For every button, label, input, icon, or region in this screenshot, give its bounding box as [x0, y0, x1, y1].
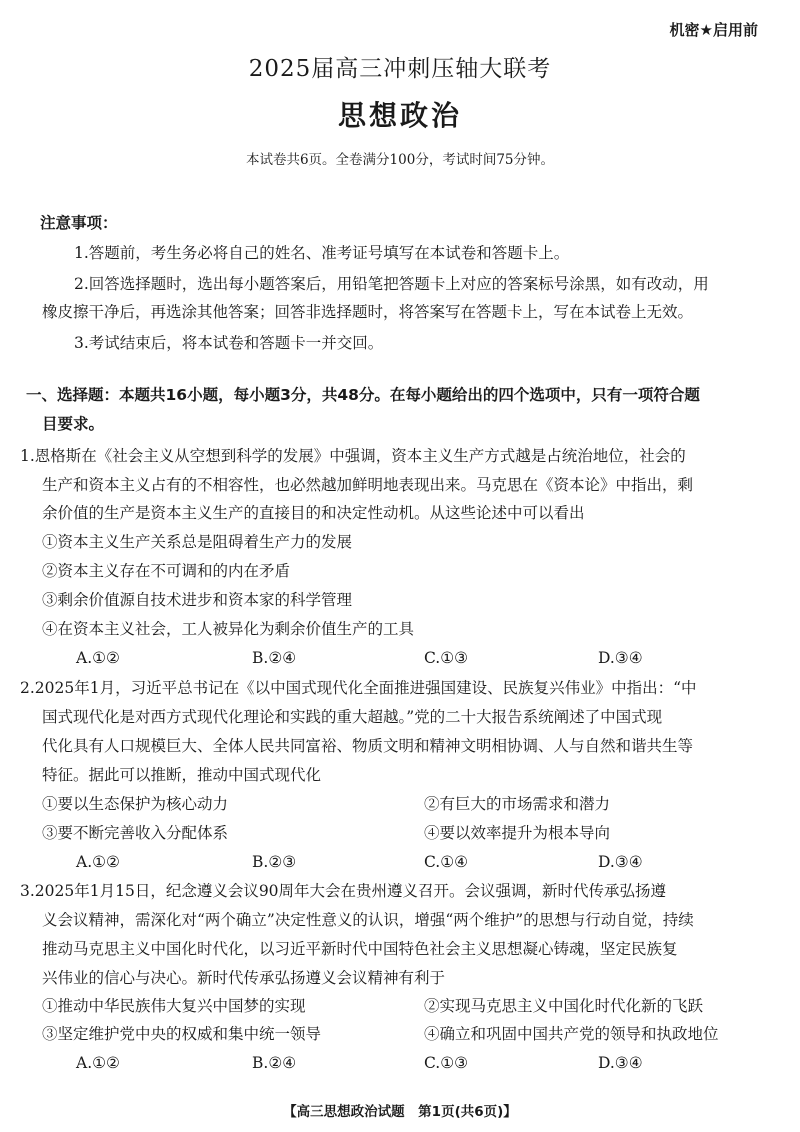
statement: ①资本主义生产关系总是阻碍着生产力的发展 — [42, 533, 353, 551]
answer-option: B.②④ — [252, 1054, 297, 1072]
question-text: 余价值的生产是资本主义生产的直接目的和决定性动机。从这些论述中可以看出 — [42, 504, 585, 522]
answer-option: C.①④ — [424, 853, 469, 871]
statement: ③坚定维护党中央的权威和集中统一领导 — [42, 1025, 322, 1043]
question-text: 生产和资本主义占有的不相容性，也必然越加鲜明地表现出来。马克思在《资本论》中指出，剩 — [42, 476, 694, 494]
statement: ④确立和巩固中国共产党的领导和执政地位 — [424, 1025, 719, 1043]
question-text: 2.2025年1月，习近平总书记在《以中国式现代化全面推进强国建设、民族复兴伟业》中指出：“中 — [20, 679, 697, 697]
statement: ④要以效率提升为根本导向 — [424, 824, 611, 842]
answer-option: D.③④ — [598, 1054, 643, 1072]
question-text: 代化具有人口规模巨大、全体人民共同富裕、物质文明和精神文明相协调、人与自然和谐共生等 — [42, 737, 694, 755]
answer-option: D.③④ — [598, 649, 643, 667]
statement: ②有巨大的市场需求和潜力 — [424, 795, 611, 813]
notice-item: 1.答题前，考生务必将自己的姓名、准考证号填写在本试卷和答题卡上。 — [74, 244, 570, 262]
statement: ③要不断完善收入分配体系 — [42, 824, 229, 842]
answer-option: C.①③ — [424, 649, 469, 667]
question-text: 3.2025年1月15日，纪念遵义会议90周年大会在贵州遵义召开。会议强调，新时代传承弘扬遵 — [20, 882, 667, 900]
notice-item: 橡皮擦干净后，再选涂其他答案；回答非选择题时，将答案写在答题卡上，写在本试卷上无效。 — [42, 303, 694, 321]
exam-info: 本试卷共6页。全卷满分100分，考试时间75分钟。 — [245, 152, 555, 168]
notice-item: 2.回答选择题时，选出每小题答案后，用铅笔把答题卡上对应的答案标号涂黑，如有改动，用 — [74, 275, 709, 293]
answer-option: C.①③ — [424, 1054, 469, 1072]
notice-heading: 注意事项： — [40, 214, 118, 232]
answer-option: B.②③ — [252, 853, 297, 871]
statement: ②实现马克思主义中国化时代化新的飞跃 — [424, 997, 704, 1015]
notice-item: 3.考试结束后，将本试卷和答题卡一并交回。 — [74, 334, 384, 352]
statement: ①推动中华民族伟大复兴中国梦的实现 — [42, 997, 306, 1015]
question-text: 1.恩格斯在《社会主义从空想到科学的发展》中强调，资本主义生产方式越是占统治地位，社会的 — [20, 447, 686, 465]
answer-option: A.①② — [76, 649, 120, 667]
answer-option: A.①② — [76, 1054, 120, 1072]
answer-option: A.①② — [76, 853, 120, 871]
section-heading: 目要求。 — [42, 415, 105, 433]
answer-option: D.③④ — [598, 853, 643, 871]
question-text: 推动马克思主义中国化时代化，以习近平新时代中国特色社会主义思想凝心铸魂，坚定民族复 — [42, 940, 678, 958]
question-text: 义会议精神，需深化对“两个确立”决定性意义的认识，增强“两个维护”的思想与行动自觉，持续 — [42, 911, 694, 929]
answer-option: B.②④ — [252, 649, 297, 667]
section-heading: 一、选择题：本题共16小题，每小题3分，共48分。在每小题给出的四个选项中，只有一项符合题 — [26, 386, 700, 404]
exam-title: 2025届高三冲刺压轴大联考 — [248, 56, 552, 82]
subject-title: 思想政治 — [337, 99, 462, 132]
question-text: 兴伟业的信心与决心。新时代传承弘扬遵义会议精神有利于 — [42, 969, 446, 987]
statement: ④在资本主义社会，工人被异化为剩余价值生产的工具 — [42, 620, 415, 638]
question-text: 特征。据此可以推断，推动中国式现代化 — [42, 766, 322, 784]
page-footer: 【高三思想政治试题 第1页(共6页)】 — [283, 1104, 517, 1120]
statement: ②资本主义存在不可调和的内在矛盾 — [42, 562, 291, 580]
question-text: 国式现代化是对西方式现代化理论和实践的重大超越。”党的二十大报告系统阐述了中国式现 — [42, 708, 663, 726]
statement: ①要以生态保护为核心动力 — [42, 795, 229, 813]
confidential-label: 机密★启用前 — [669, 21, 758, 39]
statement: ③剩余价值源自技术进步和资本家的科学管理 — [42, 591, 353, 609]
